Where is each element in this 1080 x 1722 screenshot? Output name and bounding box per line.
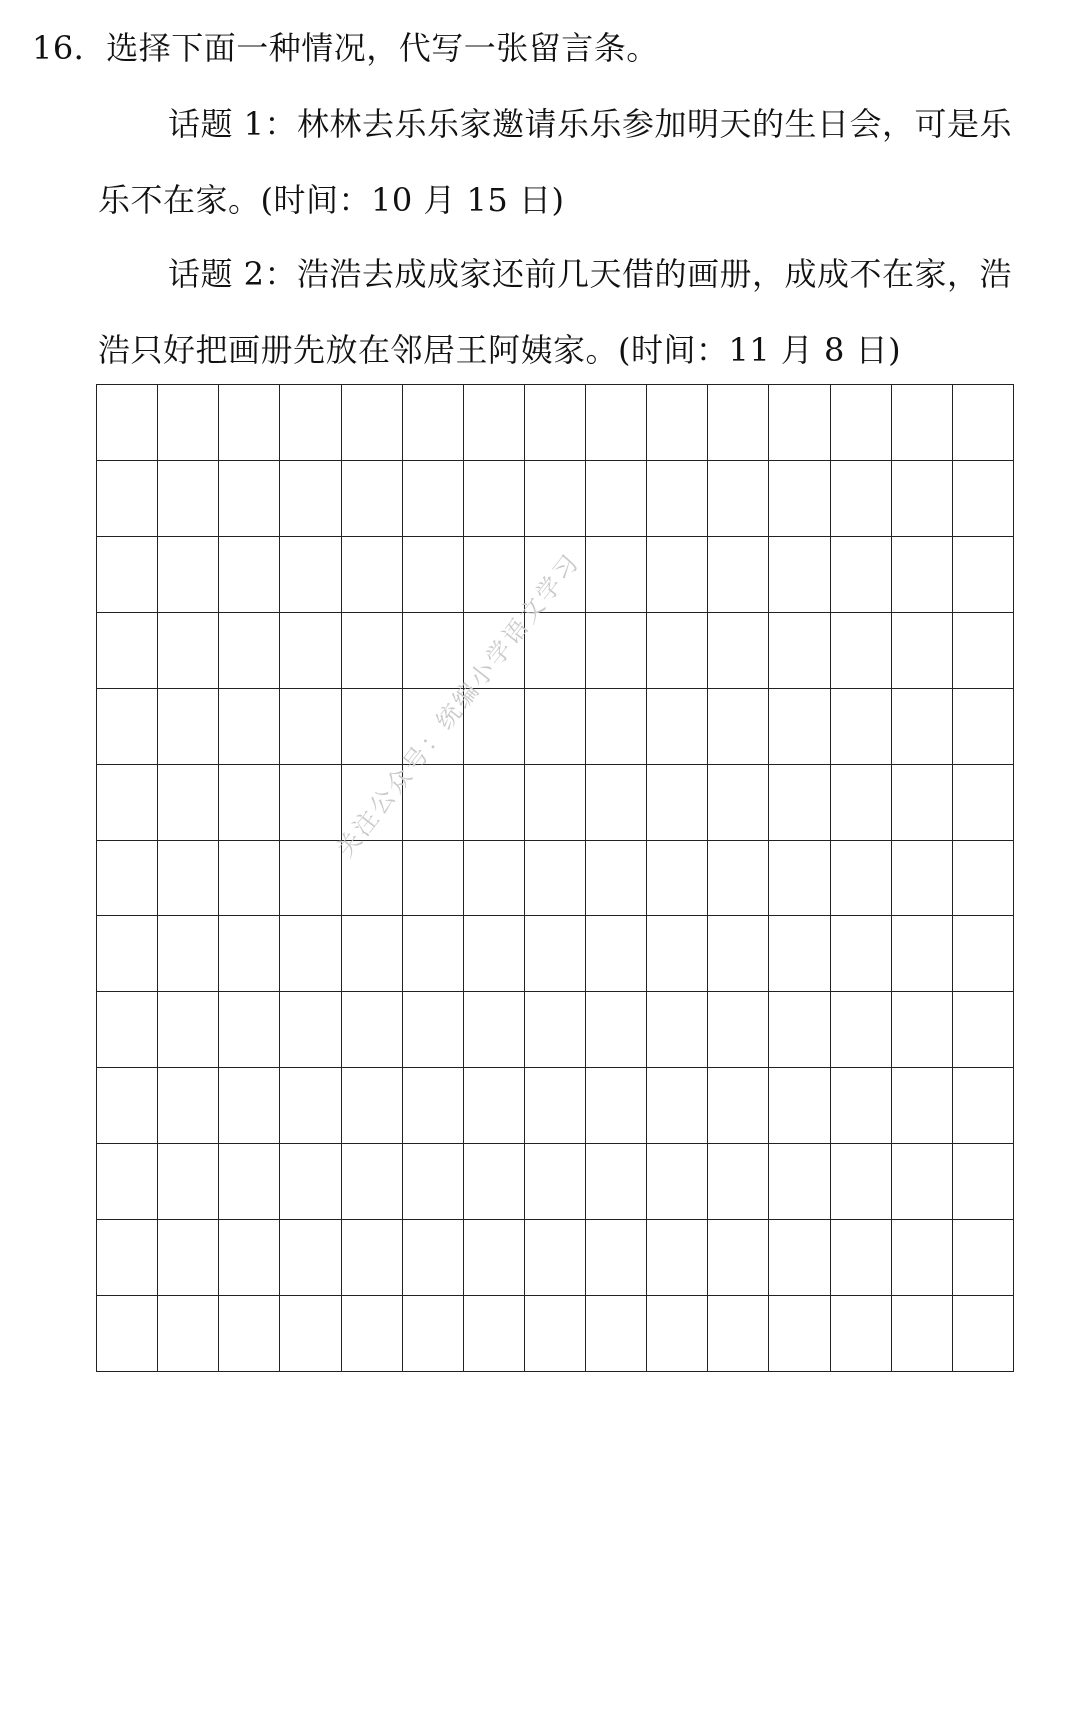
grid-cell xyxy=(953,613,1014,689)
grid-cell xyxy=(525,841,586,917)
grid-cell xyxy=(953,841,1014,917)
grid-cell xyxy=(403,1068,464,1144)
grid-cell xyxy=(953,1068,1014,1144)
grid-cell xyxy=(97,1220,158,1296)
grid-cell xyxy=(769,1068,830,1144)
grid-cell xyxy=(403,916,464,992)
grid-cell xyxy=(219,916,280,992)
grid-cell xyxy=(280,992,341,1068)
grid-cell xyxy=(280,613,341,689)
grid-cell xyxy=(647,385,708,461)
grid-cell xyxy=(892,613,953,689)
grid-cell xyxy=(586,613,647,689)
grid-cell xyxy=(97,1144,158,1220)
grid-cell xyxy=(97,841,158,917)
grid-cell xyxy=(403,461,464,537)
grid-cell xyxy=(708,916,769,992)
grid-cell xyxy=(708,765,769,841)
grid-cell xyxy=(831,689,892,765)
grid-cell xyxy=(403,1220,464,1296)
grid-cell xyxy=(647,1296,708,1372)
grid-cell xyxy=(525,689,586,765)
grid-cell xyxy=(708,1144,769,1220)
grid-cell xyxy=(464,385,525,461)
grid-cell xyxy=(708,1068,769,1144)
grid-cell xyxy=(158,916,219,992)
grid-cell xyxy=(586,385,647,461)
grid-cell xyxy=(464,992,525,1068)
grid-cell xyxy=(525,992,586,1068)
grid-cell xyxy=(403,689,464,765)
grid-cell xyxy=(769,1144,830,1220)
grid-cell xyxy=(403,992,464,1068)
grid-cell xyxy=(464,841,525,917)
grid-cell xyxy=(219,1068,280,1144)
grid-cell xyxy=(97,537,158,613)
grid-cell xyxy=(647,1068,708,1144)
grid-cell xyxy=(525,1296,586,1372)
grid-cell xyxy=(831,613,892,689)
grid-cell xyxy=(769,1220,830,1296)
grid-cell xyxy=(525,461,586,537)
grid-cell xyxy=(403,537,464,613)
grid-cell xyxy=(953,689,1014,765)
grid-cell xyxy=(158,841,219,917)
grid-cell xyxy=(525,765,586,841)
grid-cell xyxy=(97,385,158,461)
grid-cell xyxy=(647,613,708,689)
grid-cell xyxy=(403,1144,464,1220)
grid-cell xyxy=(708,689,769,765)
grid-cell xyxy=(525,1144,586,1220)
grid-cell xyxy=(892,841,953,917)
grid-cell xyxy=(769,841,830,917)
grid-cell xyxy=(280,1220,341,1296)
grid-cell xyxy=(464,689,525,765)
grid-cell xyxy=(586,1220,647,1296)
grid-cell xyxy=(953,765,1014,841)
grid-cell xyxy=(97,992,158,1068)
grid-cell xyxy=(647,841,708,917)
grid-cell xyxy=(769,613,830,689)
grid-cell xyxy=(158,992,219,1068)
grid-cell xyxy=(892,1068,953,1144)
topic1-line1: 话题 1：林林去乐乐家邀请乐乐参加明天的生日会，可是乐 xyxy=(168,105,1013,143)
grid-cell xyxy=(342,689,403,765)
grid-cell xyxy=(158,613,219,689)
grid-cell xyxy=(464,1296,525,1372)
grid-cell xyxy=(647,992,708,1068)
grid-cell xyxy=(403,385,464,461)
grid-cell xyxy=(280,1144,341,1220)
grid-cell xyxy=(708,537,769,613)
grid-cell xyxy=(647,765,708,841)
grid-cell xyxy=(219,689,280,765)
grid-cell xyxy=(342,765,403,841)
grid-cell xyxy=(647,461,708,537)
grid-cell xyxy=(464,1220,525,1296)
grid-cell xyxy=(403,841,464,917)
grid-cell xyxy=(708,992,769,1068)
grid-cell xyxy=(831,841,892,917)
question-text: 16．选择下面一种情况，代写一张留言条。 xyxy=(32,29,659,67)
grid-cell xyxy=(280,841,341,917)
grid-cell xyxy=(586,992,647,1068)
grid-cell xyxy=(831,765,892,841)
grid-cell xyxy=(403,613,464,689)
grid-cell xyxy=(158,1296,219,1372)
grid-cell xyxy=(342,916,403,992)
grid-cell xyxy=(953,992,1014,1068)
grid-cell xyxy=(586,916,647,992)
grid-cell xyxy=(97,916,158,992)
grid-cell xyxy=(97,1296,158,1372)
grid-cell xyxy=(280,1068,341,1144)
grid-cell xyxy=(280,916,341,992)
grid-cell xyxy=(158,1068,219,1144)
grid-cell xyxy=(219,461,280,537)
grid-cell xyxy=(769,916,830,992)
grid-cell xyxy=(280,461,341,537)
grid-cell xyxy=(158,689,219,765)
grid-cell xyxy=(586,1144,647,1220)
grid-cell xyxy=(831,916,892,992)
grid-cell xyxy=(342,841,403,917)
grid-cell xyxy=(647,689,708,765)
grid-cell xyxy=(769,689,830,765)
grid-cell xyxy=(769,992,830,1068)
grid-cell xyxy=(892,385,953,461)
grid-cell xyxy=(953,1144,1014,1220)
grid-cell xyxy=(892,992,953,1068)
grid-cell xyxy=(647,916,708,992)
grid-cell xyxy=(158,765,219,841)
grid-cell xyxy=(158,537,219,613)
grid-cell xyxy=(97,689,158,765)
grid-cell xyxy=(219,1220,280,1296)
grid-cell xyxy=(525,1068,586,1144)
grid-cell xyxy=(953,1296,1014,1372)
grid-cell xyxy=(219,765,280,841)
grid-cell xyxy=(280,385,341,461)
grid-cell xyxy=(647,537,708,613)
grid-cell xyxy=(708,385,769,461)
grid-cell xyxy=(464,1144,525,1220)
grid-cell xyxy=(769,537,830,613)
grid-cell xyxy=(892,916,953,992)
grid-cell xyxy=(342,1296,403,1372)
watermark: 关注公众号：统编小学语文学习 xyxy=(330,547,586,863)
grid-cell xyxy=(831,461,892,537)
grid-cell xyxy=(647,1220,708,1296)
grid-cell xyxy=(342,1220,403,1296)
grid-cell xyxy=(403,1296,464,1372)
grid-cell xyxy=(464,613,525,689)
grid-cell xyxy=(525,537,586,613)
grid-cell xyxy=(219,385,280,461)
grid-cell xyxy=(158,385,219,461)
grid-cell xyxy=(525,613,586,689)
grid-cell xyxy=(464,461,525,537)
grid-cell xyxy=(219,841,280,917)
grid-cell xyxy=(953,461,1014,537)
grid-cell xyxy=(342,613,403,689)
grid-cell xyxy=(586,765,647,841)
grid-cell xyxy=(831,992,892,1068)
grid-cell xyxy=(97,765,158,841)
grid-cell xyxy=(831,537,892,613)
grid-cell xyxy=(342,1144,403,1220)
topic2-line1: 话题 2：浩浩去成成家还前几天借的画册，成成不在家，浩 xyxy=(168,255,1013,293)
topic2-line2: 浩只好把画册先放在邻居王阿姨家。(时间：11 月 8 日) xyxy=(98,331,902,369)
grid-cell xyxy=(342,385,403,461)
topic1-line2: 乐不在家。(时间：10 月 15 日) xyxy=(98,181,565,219)
grid-cell xyxy=(97,613,158,689)
grid-cell xyxy=(464,916,525,992)
grid-cell xyxy=(525,385,586,461)
grid-cell xyxy=(280,537,341,613)
grid-cell xyxy=(831,1220,892,1296)
grid-cell xyxy=(586,689,647,765)
grid-cell xyxy=(708,1296,769,1372)
grid-cell xyxy=(953,1220,1014,1296)
grid-cell xyxy=(769,1296,830,1372)
grid-cell xyxy=(892,1220,953,1296)
grid-cell xyxy=(586,537,647,613)
grid-cell xyxy=(708,461,769,537)
grid-cell xyxy=(892,765,953,841)
grid-cell xyxy=(158,461,219,537)
grid-cell xyxy=(464,537,525,613)
grid-cell xyxy=(158,1144,219,1220)
grid-cell xyxy=(892,537,953,613)
grid-cell xyxy=(708,1220,769,1296)
grid-cell xyxy=(953,385,1014,461)
grid-cell xyxy=(831,385,892,461)
grid-cell xyxy=(831,1068,892,1144)
grid-cell xyxy=(892,1144,953,1220)
grid-cell xyxy=(769,385,830,461)
grid-cell xyxy=(280,689,341,765)
grid-cell xyxy=(708,841,769,917)
grid-cell xyxy=(219,1296,280,1372)
grid-cell xyxy=(708,613,769,689)
grid-cell xyxy=(892,461,953,537)
grid-cell xyxy=(219,537,280,613)
grid-cell xyxy=(769,461,830,537)
grid-cell xyxy=(342,1068,403,1144)
writing-grid xyxy=(96,384,1014,1372)
grid-cell xyxy=(464,1068,525,1144)
grid-cell xyxy=(158,1220,219,1296)
grid-cell xyxy=(953,916,1014,992)
grid-cell xyxy=(831,1144,892,1220)
grid-cell xyxy=(280,765,341,841)
grid-cell xyxy=(586,461,647,537)
grid-cell xyxy=(586,841,647,917)
grid-cell xyxy=(342,537,403,613)
grid-cell xyxy=(97,461,158,537)
grid-cell xyxy=(831,1296,892,1372)
grid-cell xyxy=(219,992,280,1068)
grid-cell xyxy=(280,1296,341,1372)
grid-cell xyxy=(219,613,280,689)
grid-cell xyxy=(403,765,464,841)
grid-cell xyxy=(219,1144,280,1220)
grid-cell xyxy=(586,1068,647,1144)
grid-cell xyxy=(464,765,525,841)
grid-cell xyxy=(525,1220,586,1296)
grid-cell xyxy=(892,689,953,765)
grid-cell xyxy=(97,1068,158,1144)
grid-cell xyxy=(586,1296,647,1372)
grid-cell xyxy=(647,1144,708,1220)
grid-cell xyxy=(342,461,403,537)
grid-cell xyxy=(953,537,1014,613)
grid-cell xyxy=(769,765,830,841)
grid-cell xyxy=(892,1296,953,1372)
grid-cell xyxy=(525,916,586,992)
grid-cell xyxy=(342,992,403,1068)
